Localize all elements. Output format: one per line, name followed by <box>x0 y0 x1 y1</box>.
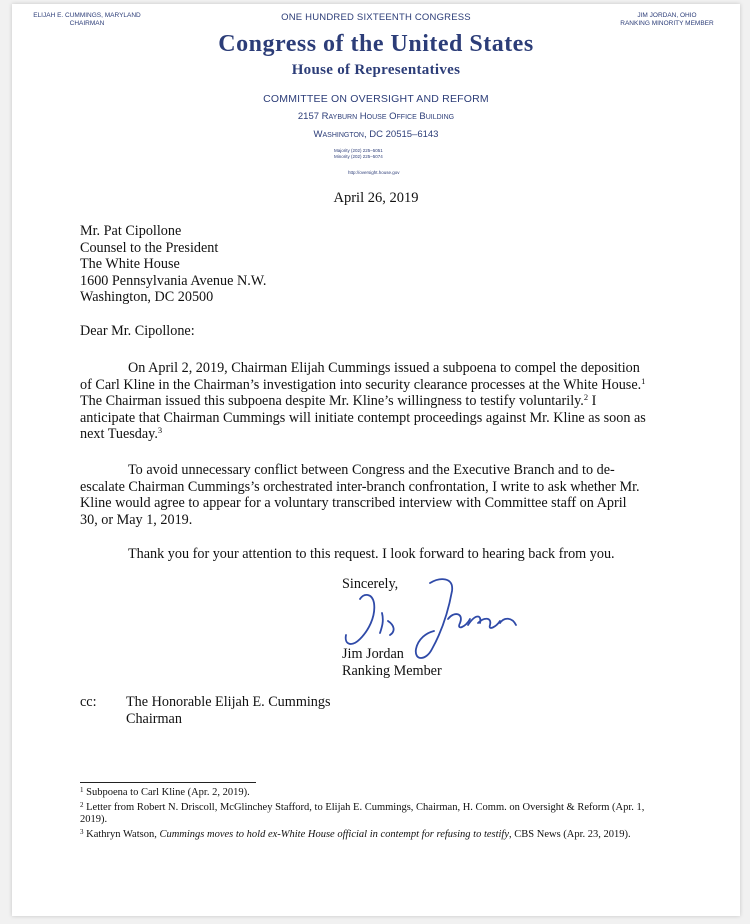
footnote-3 <box>80 829 660 842</box>
signer-title: Ranking Member <box>342 662 442 679</box>
paragraph-1 <box>80 360 646 443</box>
paragraph-1-text-b: The Chairman issued this subpoena despite Mr. Kline’s willingness to testify voluntarily. <box>80 393 584 409</box>
footnotes <box>80 787 660 843</box>
footnote-number: 3 <box>80 827 84 836</box>
ranking-member-name: JIM JORDAN, OHIO <box>637 12 697 19</box>
ranking-member-title: RANKING MINORITY MEMBER <box>620 20 714 27</box>
footnote-ref-3: 3 <box>157 425 163 435</box>
paragraph-2 <box>80 462 646 528</box>
cc-recipient <box>126 694 331 727</box>
footnote-ref-2: 2 <box>583 392 589 402</box>
paragraph-1-text-a: On April 2, 2019, Chairman Elijah Cummings issued a subpoena to compel the deposition of Carl Kline in the Chairman’s investigation into security clearance processes at the White House. <box>80 360 642 393</box>
chairman-name: ELIJAH E. CUMMINGS, MARYLAND <box>33 12 141 19</box>
committee-address-line2: Washington, DC 20515–6143 <box>313 129 439 140</box>
committee-phones <box>334 148 383 159</box>
majority-phone: Majority (202) 225–5051 <box>334 148 383 153</box>
footnote-ref-1: 1 <box>641 375 646 386</box>
committee-name: COMMITTEE ON OVERSIGHT AND REFORM <box>263 93 489 105</box>
paragraph-1-text-c: I anticipate that Chairman Cummings will initiate contempt proceedings against Mr. Kline as soon as next Tuesday. <box>80 393 646 442</box>
footnote-text-before: Kathryn Watson, <box>86 828 160 840</box>
house-title: House of Representatives <box>291 62 461 78</box>
recipient-line: Mr. Pat Cipollone <box>80 223 182 239</box>
letter-date: April 26, 2019 <box>333 190 419 206</box>
paragraph-2-text: To avoid unnecessary conflict between Congress and the Executive Branch and to de-escalate Chairman Cummings’s orchestrated inter-branch confrontation, I write to ask whether Mr. Kline would agree to appear for a voluntary transcribed interview with Committee staff on April 30, or May 1, 2019. <box>80 462 640 528</box>
signer-block <box>342 646 442 679</box>
signer-name: Jim Jordan <box>342 646 404 662</box>
cc-recipient-name: The Honorable Elijah E. Cummings <box>126 694 331 710</box>
congress-number: ONE HUNDRED SIXTEENTH CONGRESS <box>281 12 471 23</box>
closing: Sincerely, <box>342 576 399 592</box>
footnote-text: Subpoena to Carl Kline (Apr. 2, 2019). <box>86 787 250 798</box>
salutation: Dear Mr. Cipollone: <box>80 323 195 339</box>
recipient-address <box>80 223 266 306</box>
paragraph-3-text: Thank you for your attention to this request. I look forward to hearing back from you. <box>128 546 615 562</box>
chairman-title: CHAIRMAN <box>69 20 105 27</box>
footnote-text-after: , CBS News (Apr. 23, 2019). <box>509 828 631 840</box>
footnote-number: 2 <box>80 800 84 809</box>
committee-address-line1: 2157 Rayburn House Office Building <box>297 111 455 122</box>
footnote-number: 1 <box>80 786 84 794</box>
recipient-line: 1600 Pennsylvania Avenue N.W. <box>80 272 267 289</box>
recipient-line: Washington, DC 20500 <box>80 289 214 305</box>
recipient-line: The White House <box>80 256 180 272</box>
footnote-2 <box>80 802 660 827</box>
footnote-1 <box>80 787 660 800</box>
cc-recipient-title: Chairman <box>126 710 182 727</box>
cc-label: cc: <box>80 694 97 710</box>
minority-phone: Minority (202) 225–5074 <box>334 153 383 159</box>
footnote-text: Letter from Robert N. Driscoll, McGlinchey Stafford, to Elijah E. Cummings, Chairman, H. Comm. on Oversight & Reform (Apr. 1, 2019). <box>80 801 645 826</box>
paragraph-3 <box>80 546 646 563</box>
letter-page <box>12 4 740 916</box>
committee-website: http://oversight.house.gov <box>348 170 400 175</box>
footnote-article-title: Cummings moves to hold ex-White House official in contempt for refusing to testify <box>159 828 510 840</box>
footnote-divider <box>80 782 256 783</box>
congress-title: Congress of the United States <box>218 31 534 57</box>
recipient-line: Counsel to the President <box>80 239 219 256</box>
